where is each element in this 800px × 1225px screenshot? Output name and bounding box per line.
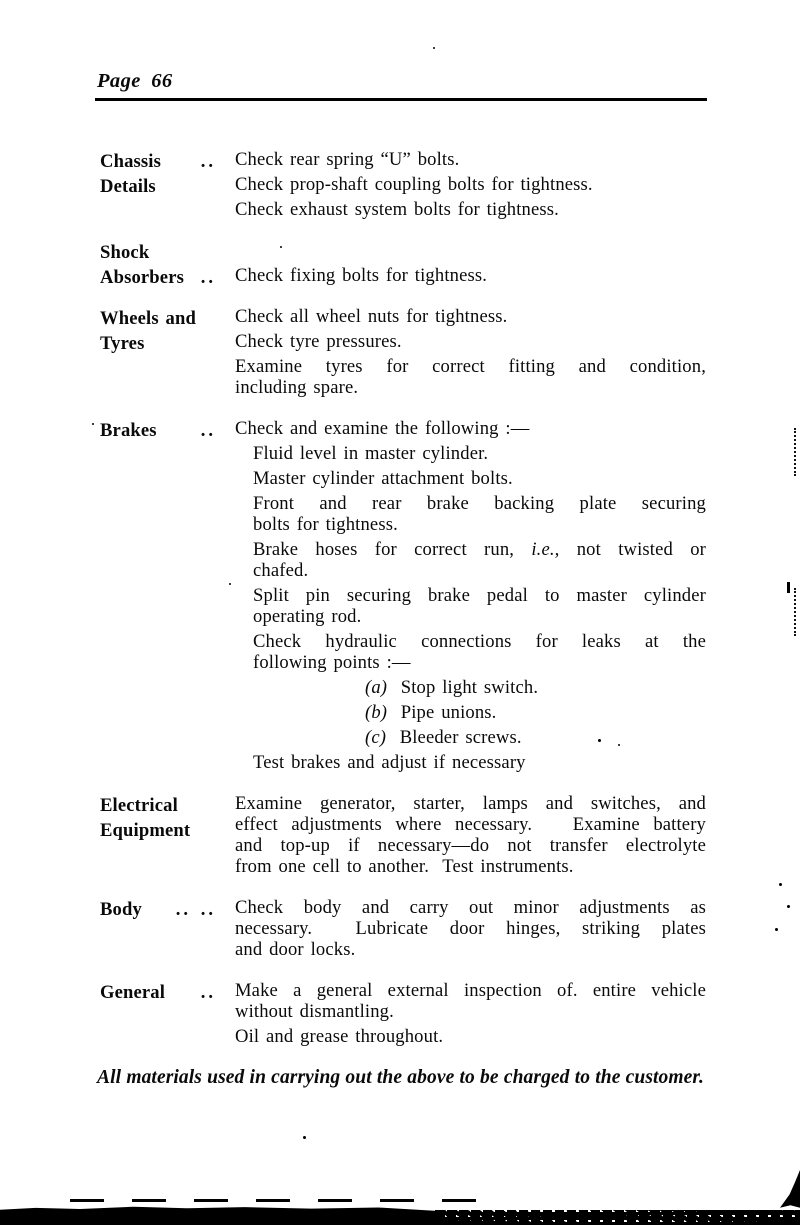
text-segment: Check tyre pressures. xyxy=(235,331,402,352)
text-segment: Check and examine the following :— xyxy=(235,418,530,439)
text-line xyxy=(365,702,706,723)
text-line xyxy=(365,727,706,748)
content-item xyxy=(235,631,706,673)
content-item xyxy=(235,793,706,877)
section-label-line xyxy=(100,897,216,922)
text-segment: Stop light switch. xyxy=(387,677,539,698)
scan-edge-marks xyxy=(794,428,796,476)
section-label xyxy=(100,306,235,402)
text-segment: Check body and carry out minor adjustments as xyxy=(235,897,706,918)
content-item xyxy=(235,702,706,723)
text-segment: necessary. Lubricate door hinges, striking plates xyxy=(235,918,706,939)
content-item xyxy=(235,539,706,581)
section xyxy=(100,418,706,777)
text-segment: Brake hoses for correct run, xyxy=(253,539,532,560)
label-text: Body xyxy=(100,899,142,920)
content-item xyxy=(235,727,706,748)
content-item xyxy=(235,752,706,773)
text-line xyxy=(235,331,706,352)
scan-bottom-band xyxy=(0,1206,445,1225)
text-line xyxy=(235,918,706,939)
header-rule xyxy=(95,98,707,101)
text-line xyxy=(235,793,706,814)
section-label xyxy=(100,240,235,290)
text-segment: Check rear spring “U” bolts. xyxy=(235,149,460,170)
label-text: Tyres xyxy=(100,333,145,354)
text-segment: Bleeder screws. xyxy=(386,727,522,748)
text-segment: operating rod. xyxy=(253,606,362,627)
italic-text: (a) xyxy=(365,677,388,698)
label-text: Equipment xyxy=(100,820,191,841)
italic-text: i.e., xyxy=(531,539,560,560)
text-segment: bolts for tightness. xyxy=(253,514,398,535)
dot-leader: .. xyxy=(200,151,216,172)
content-item xyxy=(235,149,706,170)
text-line xyxy=(235,856,706,877)
page-number: Page 66 xyxy=(97,70,173,92)
text-segment: and top-up if necessary—do not transfer electrolyte xyxy=(235,835,706,856)
content-item xyxy=(235,199,706,220)
text-segment: including spare. xyxy=(235,377,359,398)
content-item xyxy=(235,468,706,489)
section-label-line xyxy=(100,418,216,443)
scan-corner-blob xyxy=(780,1170,800,1212)
label-text: Absorbers xyxy=(100,267,184,288)
text-segment: Pipe unions. xyxy=(387,702,497,723)
section-label xyxy=(100,149,235,224)
section-label xyxy=(100,793,235,881)
section-label-line xyxy=(100,818,216,843)
scan-speck xyxy=(598,739,601,742)
text-segment: Check prop-shaft coupling bolts for tightness. xyxy=(235,174,593,195)
section-label-line xyxy=(100,980,216,1005)
label-text: Chassis xyxy=(100,151,161,172)
text-segment: Test brakes and adjust if necessary xyxy=(253,752,526,773)
text-line xyxy=(235,939,706,960)
sections-container xyxy=(100,149,706,1067)
scan-speck xyxy=(779,883,782,886)
scan-speck xyxy=(303,1136,306,1139)
text-line xyxy=(235,980,706,1001)
scan-bottom-band-speckle xyxy=(435,1210,800,1225)
text-line xyxy=(235,1026,706,1047)
text-segment: from one cell to another. Test instruments. xyxy=(235,856,574,877)
text-line xyxy=(253,468,706,489)
text-segment: Check fixing bolts for tightness. xyxy=(235,265,488,286)
text-segment: Split pin securing brake pedal to master cylinder xyxy=(253,585,706,606)
text-segment: without dismantling. xyxy=(235,1001,394,1022)
content-item xyxy=(235,265,706,286)
text-segment: Front and rear brake backing plate securing xyxy=(253,493,706,514)
italic-text: (b) xyxy=(365,702,388,723)
text-line xyxy=(235,174,706,195)
content-item xyxy=(235,331,706,352)
dot-leader: .. xyxy=(200,267,216,288)
section-content xyxy=(235,897,706,964)
text-line xyxy=(365,677,706,698)
content-item xyxy=(235,1026,706,1047)
text-line xyxy=(253,443,706,464)
text-line xyxy=(235,356,706,377)
text-segment: Check hydraulic connections for leaks at the xyxy=(253,631,706,652)
section xyxy=(100,306,706,402)
content-item xyxy=(235,174,706,195)
label-text: Wheels and xyxy=(100,308,196,329)
label-text: Shock xyxy=(100,242,150,263)
section-label-line xyxy=(100,331,216,356)
content-item xyxy=(235,356,706,398)
text-segment: chafed. xyxy=(253,560,309,581)
text-line xyxy=(235,149,706,170)
content-item xyxy=(235,443,706,464)
section-label xyxy=(100,418,235,777)
text-segment: Check exhaust system bolts for tightness. xyxy=(235,199,559,220)
dot-leader: .. .. xyxy=(175,899,216,920)
footer-note: All materials used in carrying out the above to be charged to the customer. xyxy=(97,1067,704,1088)
text-line xyxy=(253,652,706,673)
text-line xyxy=(235,1001,706,1022)
text-line xyxy=(235,835,706,856)
text-line xyxy=(253,560,706,581)
section-content xyxy=(235,980,706,1051)
scan-bottom-dashes xyxy=(70,1199,500,1202)
scan-speck xyxy=(92,423,94,425)
section-content xyxy=(235,149,706,224)
scan-speck xyxy=(433,47,435,49)
section-label-line xyxy=(100,240,216,265)
text-segment: Oil and grease throughout. xyxy=(235,1026,444,1047)
text-segment: Master cylinder attachment bolts. xyxy=(253,468,513,489)
content-item xyxy=(235,585,706,627)
section xyxy=(100,149,706,224)
text-line xyxy=(253,514,706,535)
section-label-line xyxy=(100,306,216,331)
text-segment: and door locks. xyxy=(235,939,356,960)
section-label-line xyxy=(100,793,216,818)
text-segment: Make a general external inspection of. entire vehicle xyxy=(235,980,706,1001)
text-segment: effect adjustments where necessary. Examine battery xyxy=(235,814,706,835)
text-line xyxy=(235,306,706,327)
content-item xyxy=(235,493,706,535)
label-text: Details xyxy=(100,176,156,197)
text-line xyxy=(253,631,706,652)
text-line xyxy=(235,265,706,286)
content-item xyxy=(235,306,706,327)
text-line xyxy=(235,199,706,220)
text-segment: Examine generator, starter, lamps and switches, and xyxy=(235,793,706,814)
scan-speck xyxy=(229,583,231,585)
text-segment: not twisted or xyxy=(559,539,707,560)
text-line xyxy=(253,539,706,560)
label-text: Electrical xyxy=(100,795,178,816)
section-label-line xyxy=(100,174,216,199)
text-segment: Fluid level in master cylinder. xyxy=(253,443,489,464)
section-content xyxy=(235,793,706,881)
scan-edge-marks xyxy=(787,582,790,593)
section xyxy=(100,793,706,881)
scan-speck xyxy=(618,744,620,746)
section-content xyxy=(235,418,706,777)
scan-speck xyxy=(787,905,790,908)
dot-leader: .. xyxy=(200,982,216,1003)
section-content xyxy=(235,265,706,290)
text-line xyxy=(235,814,706,835)
italic-text: (c) xyxy=(365,727,387,748)
section-label-line xyxy=(100,149,216,174)
content-item xyxy=(235,897,706,960)
content-item xyxy=(235,418,706,439)
section-label xyxy=(100,980,235,1051)
text-line xyxy=(235,897,706,918)
scan-speck xyxy=(280,246,282,248)
dot-leader: .. xyxy=(200,420,216,441)
text-line xyxy=(253,585,706,606)
text-line xyxy=(253,606,706,627)
text-line xyxy=(235,418,706,439)
text-line xyxy=(253,493,706,514)
scan-edge-marks xyxy=(794,588,796,636)
section-content xyxy=(235,306,706,402)
text-line xyxy=(235,377,706,398)
section xyxy=(100,980,706,1051)
text-segment: Examine tyres for correct fitting and condition, xyxy=(235,356,706,377)
section-label-line xyxy=(100,265,216,290)
label-text: Brakes xyxy=(100,420,157,441)
text-segment: following points :— xyxy=(253,652,411,673)
label-text: General xyxy=(100,982,166,1003)
text-segment: Check all wheel nuts for tightness. xyxy=(235,306,508,327)
section xyxy=(100,897,706,964)
scan-speck xyxy=(775,928,778,931)
text-line xyxy=(253,752,706,773)
content-item xyxy=(235,677,706,698)
section-label xyxy=(100,897,235,964)
content-item xyxy=(235,980,706,1022)
section xyxy=(100,240,706,290)
